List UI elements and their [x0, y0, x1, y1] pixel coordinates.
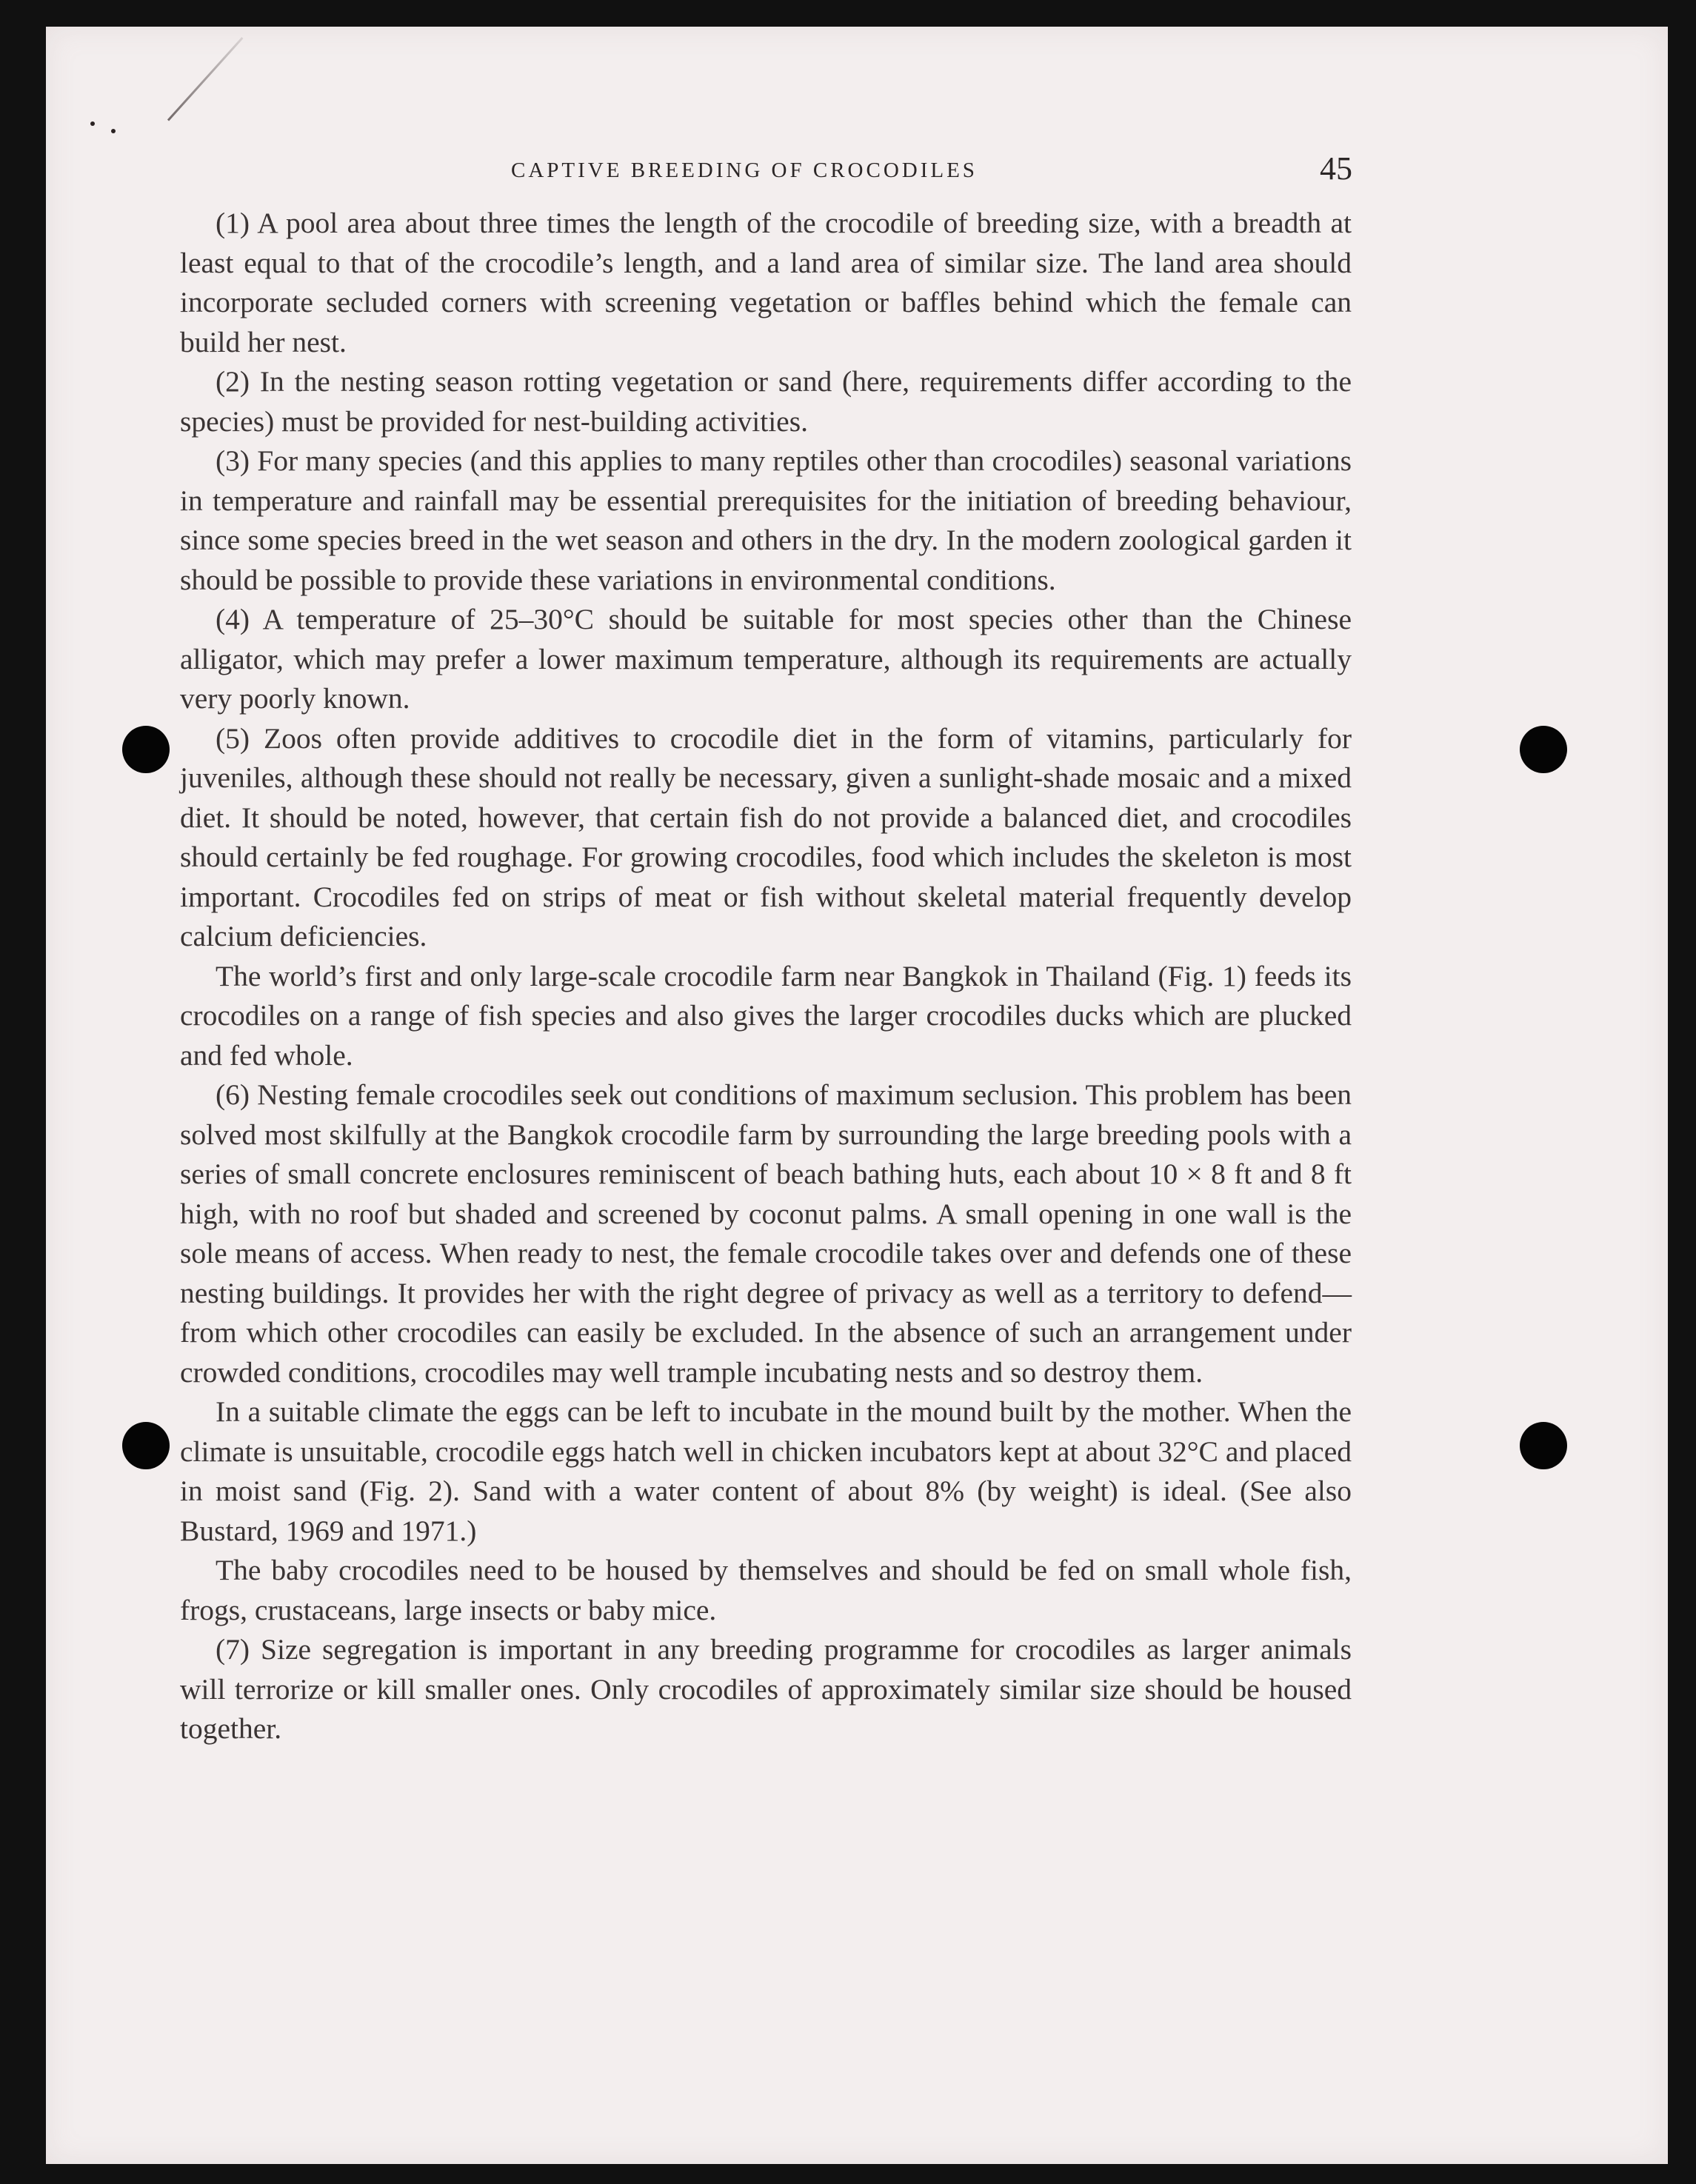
paragraph-bangkok-farm: The world’s first and only large-scale crocodile farm near Bangkok in Thailand (Fig. 1) feeds its crocodiles on a range of fish species and also gives the larger crocodiles ducks which are plucked and fed whole. [180, 959, 1352, 1072]
running-head [0, 150, 1696, 194]
punch-hole [1520, 1422, 1567, 1469]
paragraph-item-5-diet: (5) Zoos often provide additives to crocodile diet in the form of vitamins, particularly for juveniles, although these should not really be necessary, given a sunlight-shade mosaic and a mixed diet. It should be noted, however, that certain fish do not provide a balanced diet, and crocodiles should certainly be fed roughage. For growing crocodiles, food which includes the skeleton is most important. Crocodiles fed on strips of meat or fish without skeletal material frequently develop calcium deficiencies. [180, 721, 1352, 952]
paragraph-item-6-seclusion: (6) Nesting female crocodiles seek out conditions of maximum seclusion. This problem has been solved most skilfully at the Bangkok crocodile farm by surrounding the large breeding pools with a series of small concrete enclosures reminiscent of beach bathing huts, each about 10 × 8 ft and 8 ft high, with no roof but shaded and screened by coconut palms. A small opening in one wall is the sole means of access. When ready to nest, the female crocodile takes over and defends one of these nesting buildings. It provides her with the right degree of privacy as well as a territory to defend—from which other crocodiles can easily be excluded. In the absence of such an arrangement under crowded conditions, crocodiles may well trample incubating nests and so destroy them. [180, 1078, 1352, 1389]
crease-mark [111, 129, 116, 133]
paragraph-item-1-pool-area: (1) A pool area about three times the length of the crocodile of breeding size, with a breadth at least equal to that of the crocodile’s length, and a land area of similar size. The land area should incorporate secluded corners with screening vegetation or baffles behind which the female can build her nest. [180, 207, 1352, 358]
punch-hole [1520, 726, 1567, 773]
paragraph-item-7-size-segregation: (7) Size segregation is important in any breeding programme for crocodiles as larger animals will terrorize or kill smaller ones. Only crocodiles of approximately similar size should be housed together. [180, 1633, 1352, 1745]
paragraph-incubation: In a suitable climate the eggs can be left to incubate in the mound built by the mother. When the climate is unsuitable, crocodile eggs hatch well in chicken incubators kept at about 32°C and placed in moist sand (Fig. 2). Sand with a water content of about 8% (by weight) is ideal. (See also Bustard, 1969 and 1971.) [180, 1395, 1352, 1547]
running-title: CAPTIVE BREEDING OF CROCODILES [511, 158, 978, 182]
punch-hole [122, 1422, 170, 1469]
paragraph-baby-crocodiles: The baby crocodiles need to be housed by themselves and should be fed on small whole fish, frogs, crustaceans, large insects or baby mice. [180, 1554, 1352, 1626]
punch-hole [122, 726, 170, 773]
body-text [180, 204, 1352, 1749]
paragraph-item-4-temperature: (4) A temperature of 25–30°C should be suitable for most species other than the Chinese alligator, which may prefer a lower maximum temperature, although its requirements are actually very poorly known. [180, 603, 1352, 715]
paragraph-item-2-nesting-material: (2) In the nesting season rotting vegetation or sand (here, requirements differ according to the species) must be provided for nest-building activities. [180, 365, 1352, 438]
crease-mark [90, 121, 95, 126]
paragraph-item-3-seasonal-variation: (3) For many species (and this applies to many reptiles other than crocodiles) seasonal variations in temperature and rainfall may be essential prerequisites for the initiation of breeding behaviour, since some species breed in the wet season and others in the dry. In the modern zoological garden it should be possible to provide these variations in environmental conditions. [180, 444, 1352, 596]
paper-crease [167, 37, 244, 121]
page-number: 45 [1320, 150, 1352, 187]
